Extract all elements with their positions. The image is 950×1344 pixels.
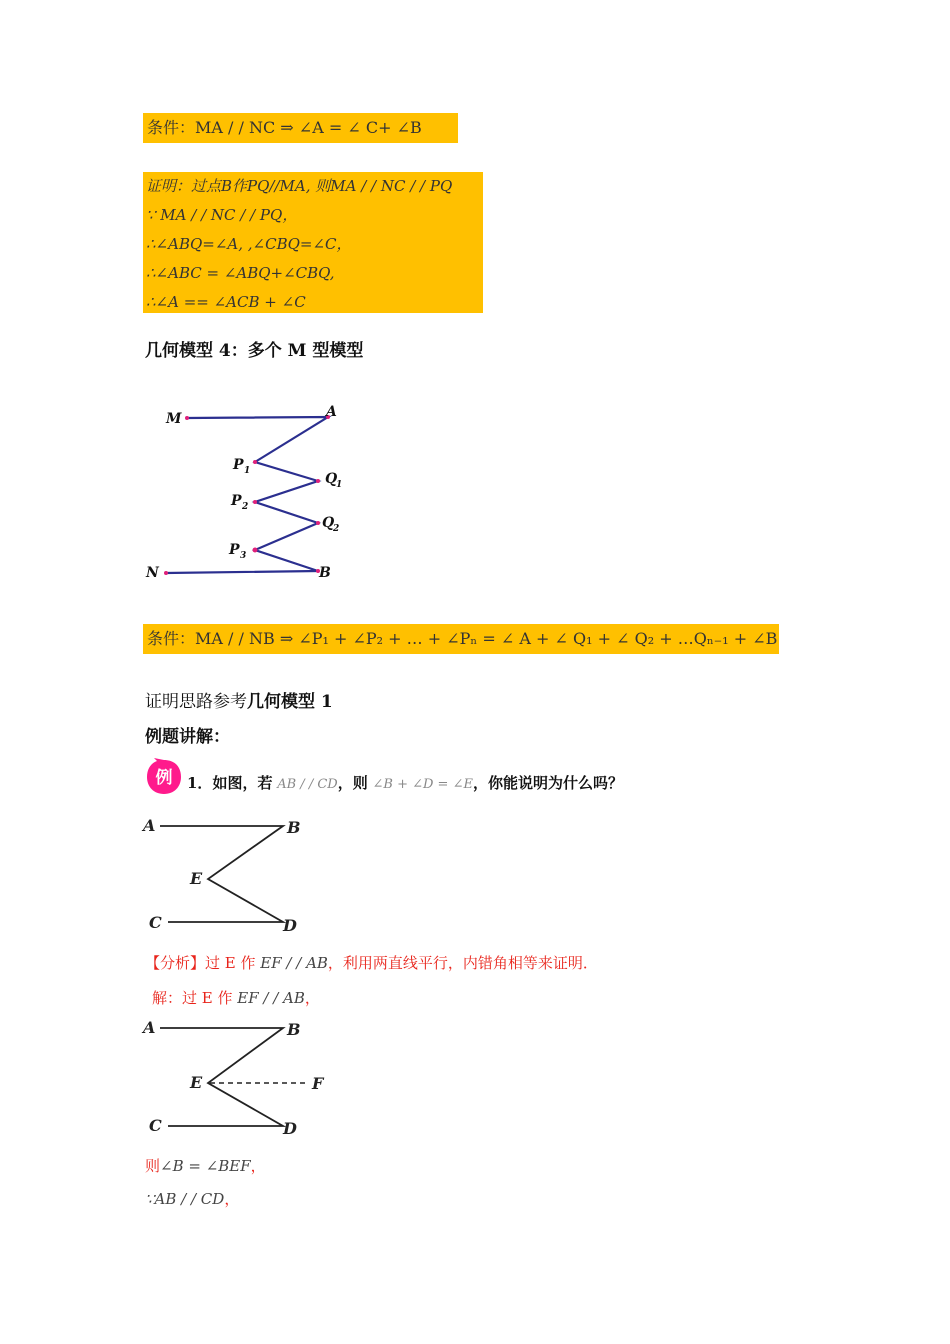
- reference-prefix: 证明思路参考: [145, 692, 247, 712]
- question-math-2: ∠B + ∠D = ∠E: [372, 777, 473, 792]
- label-m: M: [166, 411, 182, 427]
- point-p2: [253, 500, 257, 504]
- step1-tail: ，: [250, 1157, 266, 1175]
- condition-box: [143, 113, 458, 143]
- examples-heading: 例题讲解：: [145, 727, 230, 747]
- label-p1: P: [233, 457, 244, 473]
- step-line-2: [145, 1188, 239, 1209]
- step2-math: ∵AB / / CD: [145, 1190, 225, 1208]
- question-math-1: AB / / CD: [277, 777, 338, 792]
- point-p3: [253, 548, 258, 553]
- analysis-math: EF / / AB: [260, 954, 328, 972]
- proof-reference: [145, 687, 333, 712]
- fig3-label-a: A: [143, 1018, 156, 1037]
- step1-math: ∠B = ∠BEF: [160, 1157, 251, 1175]
- analysis-text-1: 过 E 作: [205, 954, 256, 972]
- label-b: B: [319, 565, 331, 581]
- solution-text-1: 解：过 E 作: [152, 989, 233, 1007]
- step2-tail: ，: [224, 1190, 240, 1208]
- label-q1-sub: 1: [336, 480, 343, 490]
- question-number: 1．: [187, 774, 213, 792]
- analysis-line: [145, 952, 598, 973]
- analysis-tag: 【分析】: [145, 954, 206, 972]
- condition-text: 条件：MA / / NC ⇒ ∠A = ∠ C+ ∠B: [147, 118, 422, 137]
- proof-line-3: ∴∠ABQ=∠A, ,∠CBQ=∠C，: [146, 235, 352, 253]
- label-p3: P: [229, 542, 240, 558]
- point-p1: [253, 460, 257, 464]
- step1-text: 则: [145, 1157, 161, 1175]
- example-figure: [140, 812, 320, 937]
- example-figure-lines: [160, 826, 283, 922]
- question-text-3: ，你能说明为什么吗？: [472, 774, 623, 792]
- reference-model: 几何模型 1: [247, 692, 333, 712]
- solution-math: EF / / AB: [237, 989, 305, 1007]
- multi-m-figure: [140, 395, 360, 590]
- solution-text-2: ，: [304, 989, 320, 1007]
- solution-line: [152, 987, 320, 1008]
- fig2-label-d: D: [283, 916, 297, 935]
- label-n: N: [146, 565, 159, 581]
- label-p2-sub: 2: [242, 502, 249, 512]
- fig2-label-a: A: [143, 816, 156, 835]
- proof-line-2: ∵ MA / / NC / / PQ，: [146, 206, 298, 224]
- badge-char: 例: [155, 768, 173, 788]
- fig3-label-e: E: [190, 1073, 203, 1092]
- fig2-label-e: E: [190, 869, 203, 888]
- example-badge-icon: [145, 758, 183, 796]
- solution-figure: [140, 1014, 340, 1139]
- proof-line-5: ∴∠A == ∠ACB + ∠C: [146, 293, 306, 311]
- analysis-text-2: ，利用两直线平行，内错角相等来证明．: [327, 954, 598, 972]
- fig3-label-b: B: [287, 1020, 301, 1039]
- label-q1: Q: [325, 471, 338, 487]
- fig3-label-d: D: [283, 1119, 297, 1138]
- model4-heading: 几何模型 4：多个 M 型模型: [145, 341, 364, 361]
- point-q2: [316, 521, 320, 525]
- question-text-1: 如图，若: [212, 774, 273, 792]
- fig3-label-f: F: [312, 1074, 324, 1093]
- label-q2-sub: 2: [333, 524, 340, 534]
- point-q1: [316, 479, 320, 483]
- solution-figure-lines: [160, 1028, 283, 1126]
- condition2-text: 条件：MA / / NB ⇒ ∠P₁ + ∠P₂ + … + ∠Pₙ = ∠ A + ∠ Q₁ + ∠ Q₂ + …Qₙ₋₁ + ∠B: [147, 629, 778, 648]
- label-p1-sub: 1: [244, 466, 251, 476]
- label-q2: Q: [322, 515, 335, 531]
- point-m: [185, 416, 189, 420]
- question-1: [187, 772, 623, 793]
- zigzag-line: [166, 417, 328, 573]
- proof-line-1: 证明：过点B作PQ//MA, 则MA / / NC / / PQ: [146, 177, 453, 195]
- label-a: A: [326, 404, 337, 420]
- fig3-label-c: C: [149, 1116, 162, 1135]
- point-n: [164, 571, 168, 575]
- fig2-label-b: B: [287, 818, 301, 837]
- label-p3-sub: 3: [240, 551, 247, 561]
- question-text-2: ，则: [337, 774, 368, 792]
- fig2-label-c: C: [149, 913, 162, 932]
- proof-line-4: ∴∠ABC = ∠ABQ+∠CBQ,: [146, 264, 335, 282]
- condition2-box: [143, 624, 779, 654]
- step-line-1: [145, 1155, 266, 1176]
- label-p2: P: [231, 493, 242, 509]
- proof-box: [143, 172, 483, 313]
